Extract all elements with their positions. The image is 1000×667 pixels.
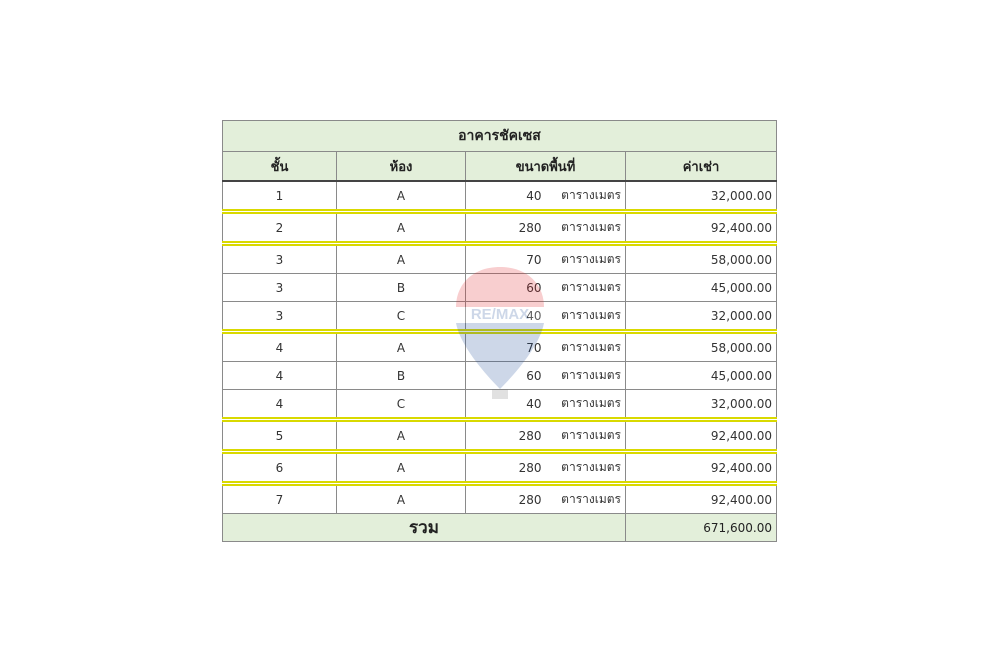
cell-floor: 4 (223, 362, 337, 390)
cell-rent: 45,000.00 (626, 362, 777, 390)
header-room: ห้อง (337, 152, 466, 182)
table-row (223, 244, 777, 274)
table-row (223, 274, 777, 302)
cell-area: 280 (466, 484, 546, 514)
cell-area-unit: ตารางเมตร (546, 212, 626, 244)
cell-rent: 32,000.00 (626, 390, 777, 420)
table-title: อาคารชัคเซส (223, 121, 777, 152)
cell-floor: 2 (223, 212, 337, 244)
cell-floor: 4 (223, 390, 337, 420)
table-row (223, 390, 777, 420)
cell-room: A (337, 420, 466, 452)
cell-area: 60 (466, 362, 546, 390)
cell-floor: 4 (223, 332, 337, 362)
cell-area: 40 (466, 390, 546, 420)
cell-rent: 45,000.00 (626, 274, 777, 302)
table-row (223, 362, 777, 390)
cell-area: 60 (466, 274, 546, 302)
cell-area-unit: ตารางเมตร (546, 302, 626, 332)
table-header-row (223, 152, 777, 182)
table-row (223, 181, 777, 212)
rent-table-sheet (222, 120, 776, 542)
table-row (223, 452, 777, 484)
cell-rent: 32,000.00 (626, 181, 777, 212)
cell-area-unit: ตารางเมตร (546, 244, 626, 274)
table-row (223, 484, 777, 514)
table-row (223, 302, 777, 332)
table-title-row (223, 121, 777, 152)
cell-area: 40 (466, 302, 546, 332)
cell-room: A (337, 484, 466, 514)
cell-room: A (337, 212, 466, 244)
cell-rent: 92,400.00 (626, 452, 777, 484)
cell-floor: 3 (223, 302, 337, 332)
cell-room: C (337, 390, 466, 420)
cell-floor: 1 (223, 181, 337, 212)
table-row (223, 332, 777, 362)
cell-room: A (337, 181, 466, 212)
total-label: รวม (223, 514, 626, 542)
cell-area-unit: ตารางเมตร (546, 420, 626, 452)
header-rent: ค่าเช่า (626, 152, 777, 182)
cell-room: A (337, 332, 466, 362)
header-floor: ชั้น (223, 152, 337, 182)
cell-area-unit: ตารางเมตร (546, 274, 626, 302)
cell-rent: 58,000.00 (626, 332, 777, 362)
cell-area-unit: ตารางเมตร (546, 362, 626, 390)
cell-floor: 5 (223, 420, 337, 452)
cell-area: 280 (466, 420, 546, 452)
cell-area: 40 (466, 181, 546, 212)
cell-floor: 3 (223, 244, 337, 274)
table-row (223, 212, 777, 244)
cell-floor: 3 (223, 274, 337, 302)
cell-area: 70 (466, 244, 546, 274)
cell-area-unit: ตารางเมตร (546, 452, 626, 484)
cell-rent: 92,400.00 (626, 484, 777, 514)
cell-room: A (337, 452, 466, 484)
cell-room: B (337, 362, 466, 390)
cell-rent: 92,400.00 (626, 212, 777, 244)
header-area: ขนาดพื้นที่ (466, 152, 626, 182)
total-row (223, 514, 777, 542)
cell-rent: 32,000.00 (626, 302, 777, 332)
cell-rent: 92,400.00 (626, 420, 777, 452)
watermark-text: RE/MAX (470, 306, 530, 323)
total-value: 671,600.00 (626, 514, 777, 542)
cell-area-unit: ตารางเมตร (546, 390, 626, 420)
cell-area-unit: ตารางเมตร (546, 484, 626, 514)
cell-room: C (337, 302, 466, 332)
cell-area: 280 (466, 212, 546, 244)
cell-area: 280 (466, 452, 546, 484)
table-row (223, 420, 777, 452)
cell-floor: 7 (223, 484, 337, 514)
cell-area-unit: ตารางเมตร (546, 332, 626, 362)
cell-room: B (337, 274, 466, 302)
rent-table (222, 120, 777, 542)
cell-area-unit: ตารางเมตร (546, 181, 626, 212)
cell-room: A (337, 244, 466, 274)
cell-area: 70 (466, 332, 546, 362)
cell-rent: 58,000.00 (626, 244, 777, 274)
cell-floor: 6 (223, 452, 337, 484)
